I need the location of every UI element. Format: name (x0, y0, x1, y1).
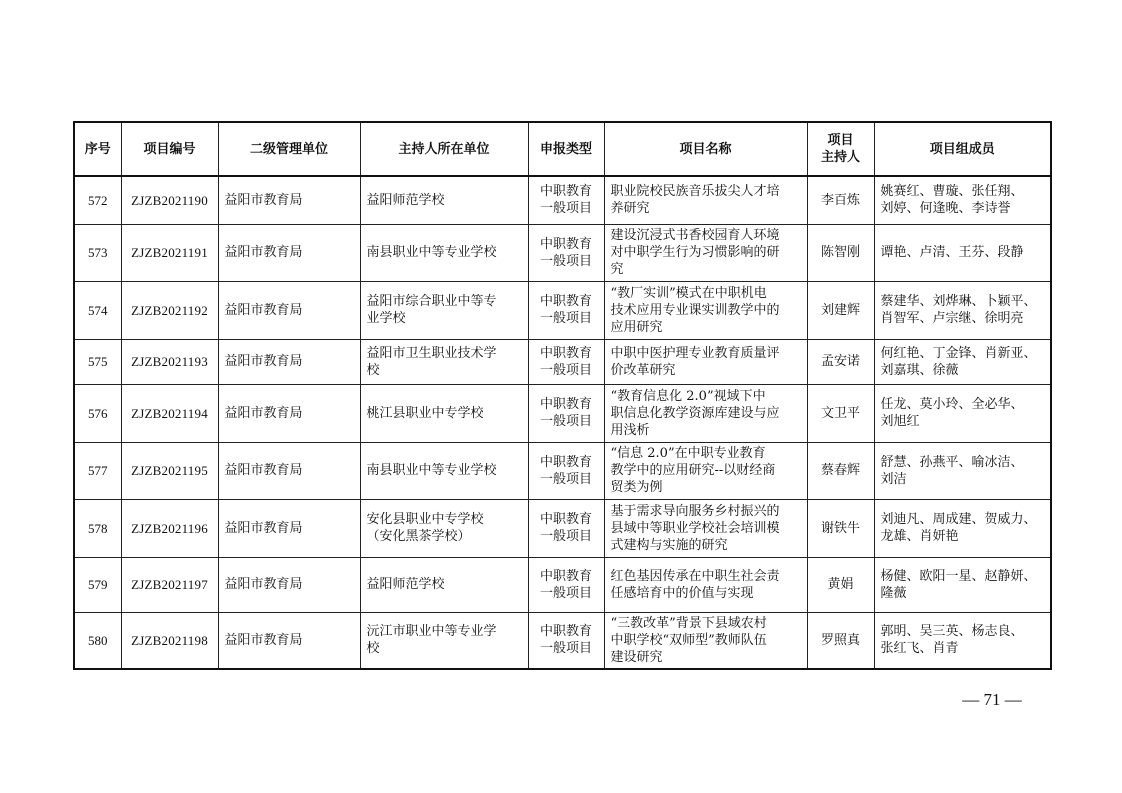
cell-institution: 益阳市综合职业中等专 业学校 (360, 281, 528, 339)
cell-type: 中职教育 一般项目 (528, 442, 604, 499)
cell-code: ZJZB2021196 (121, 499, 218, 557)
cell-seq: 578 (74, 499, 121, 557)
cell-code: ZJZB2021198 (121, 612, 218, 669)
cell-type: 中职教育 一般项目 (528, 224, 604, 281)
cell-institution: 南县职业中等专业学校 (360, 442, 528, 499)
cell-host: 孟安诺 (807, 339, 874, 384)
cell-code: ZJZB2021191 (121, 224, 218, 281)
cell-seq: 574 (74, 281, 121, 339)
cell-institution: 南县职业中等专业学校 (360, 224, 528, 281)
cell-project-name: “信息 2.0”在中职专业教育 教学中的应用研究--以财经商 贸类为例 (604, 442, 807, 499)
header-type: 申报类型 (528, 122, 604, 176)
table-row (74, 281, 1051, 339)
cell-unit: 益阳市教育局 (218, 442, 360, 499)
cell-members: 刘迪凡、周成建、贺威力、 龙雄、肖妍艳 (874, 499, 1051, 557)
cell-code: ZJZB2021197 (121, 557, 218, 612)
cell-code: ZJZB2021192 (121, 281, 218, 339)
cell-host: 蔡春辉 (807, 442, 874, 499)
table-row (74, 224, 1051, 281)
header-institution: 主持人所在单位 (360, 122, 528, 176)
cell-unit: 益阳市教育局 (218, 499, 360, 557)
cell-seq: 577 (74, 442, 121, 499)
table-row (74, 499, 1051, 557)
cell-members: 杨健、欧阳一星、赵静妍、 隆薇 (874, 557, 1051, 612)
cell-members: 郭明、吴三英、杨志良、 张红飞、肖青 (874, 612, 1051, 669)
cell-type: 中职教育 一般项目 (528, 176, 604, 224)
cell-unit: 益阳市教育局 (218, 384, 360, 442)
cell-host: 谢铁牛 (807, 499, 874, 557)
cell-seq: 573 (74, 224, 121, 281)
table-row (74, 384, 1051, 442)
cell-institution: 益阳市卫生职业技术学 校 (360, 339, 528, 384)
cell-members: 谭艳、卢清、王芬、段静 (874, 224, 1051, 281)
header-host: 项目 主持人 (807, 122, 874, 176)
cell-code: ZJZB2021195 (121, 442, 218, 499)
table-row (74, 557, 1051, 612)
cell-type: 中职教育 一般项目 (528, 612, 604, 669)
header-seq: 序号 (74, 122, 121, 176)
cell-project-name: “教育信息化 2.0”视域下中 职信息化教学资源库建设与应 用浅析 (604, 384, 807, 442)
cell-project-name: 职业院校民族音乐拔尖人才培 养研究 (604, 176, 807, 224)
cell-host: 黄娟 (807, 557, 874, 612)
cell-code: ZJZB2021193 (121, 339, 218, 384)
cell-host: 罗照真 (807, 612, 874, 669)
cell-host: 李百炼 (807, 176, 874, 224)
cell-project-name: “教厂实训”模式在中职机电 技术应用专业课实训教学中的 应用研究 (604, 281, 807, 339)
cell-project-name: 基于需求导向服务乡村振兴的 县域中等职业学校社会培训模 式建构与实施的研究 (604, 499, 807, 557)
cell-members: 蔡建华、刘烨琳、卜颖平、 肖智军、卢宗继、徐明亮 (874, 281, 1051, 339)
cell-type: 中职教育 一般项目 (528, 499, 604, 557)
project-table (73, 121, 1052, 670)
cell-members: 姚赛红、曹璇、张任翔、 刘婷、何逢晚、李诗誉 (874, 176, 1051, 224)
table-row (74, 176, 1051, 224)
page-number: — 71 — (962, 690, 1022, 709)
cell-members: 何红艳、丁金锋、肖新亚、 刘嘉琪、徐薇 (874, 339, 1051, 384)
cell-host: 文卫平 (807, 384, 874, 442)
cell-project-name: 建设沉浸式书香校园育人环境 对中职学生行为习惯影响的研 究 (604, 224, 807, 281)
cell-unit: 益阳市教育局 (218, 557, 360, 612)
cell-type: 中职教育 一般项目 (528, 384, 604, 442)
cell-project-name: “三教改革”背景下县域农村 中职学校“双师型”教师队伍 建设研究 (604, 612, 807, 669)
cell-seq: 575 (74, 339, 121, 384)
cell-host: 刘建辉 (807, 281, 874, 339)
cell-code: ZJZB2021194 (121, 384, 218, 442)
cell-members: 任龙、莫小玲、全必华、 刘旭红 (874, 384, 1051, 442)
header-name: 项目名称 (604, 122, 807, 176)
table-row (74, 612, 1051, 669)
cell-institution: 安化县职业中专学校 （安化黑茶学校） (360, 499, 528, 557)
header-unit: 二级管理单位 (218, 122, 360, 176)
header-code: 项目编号 (121, 122, 218, 176)
cell-unit: 益阳市教育局 (218, 612, 360, 669)
cell-unit: 益阳市教育局 (218, 281, 360, 339)
cell-type: 中职教育 一般项目 (528, 281, 604, 339)
cell-institution: 益阳师范学校 (360, 557, 528, 612)
header-members: 项目组成员 (874, 122, 1051, 176)
cell-host: 陈智刚 (807, 224, 874, 281)
cell-type: 中职教育 一般项目 (528, 339, 604, 384)
cell-unit: 益阳市教育局 (218, 339, 360, 384)
cell-institution: 益阳师范学校 (360, 176, 528, 224)
cell-institution: 沅江市职业中等专业学 校 (360, 612, 528, 669)
table-header-row (74, 122, 1051, 176)
cell-seq: 579 (74, 557, 121, 612)
cell-type: 中职教育 一般项目 (528, 557, 604, 612)
table-row (74, 442, 1051, 499)
cell-seq: 572 (74, 176, 121, 224)
cell-project-name: 红色基因传承在中职生社会责 任感培育中的价值与实现 (604, 557, 807, 612)
cell-seq: 576 (74, 384, 121, 442)
cell-project-name: 中职中医护理专业教育质量评 价改革研究 (604, 339, 807, 384)
cell-institution: 桃江县职业中专学校 (360, 384, 528, 442)
table-row (74, 339, 1051, 384)
cell-seq: 580 (74, 612, 121, 669)
cell-members: 舒慧、孙燕平、喻冰洁、 刘洁 (874, 442, 1051, 499)
cell-unit: 益阳市教育局 (218, 224, 360, 281)
cell-code: ZJZB2021190 (121, 176, 218, 224)
cell-unit: 益阳市教育局 (218, 176, 360, 224)
